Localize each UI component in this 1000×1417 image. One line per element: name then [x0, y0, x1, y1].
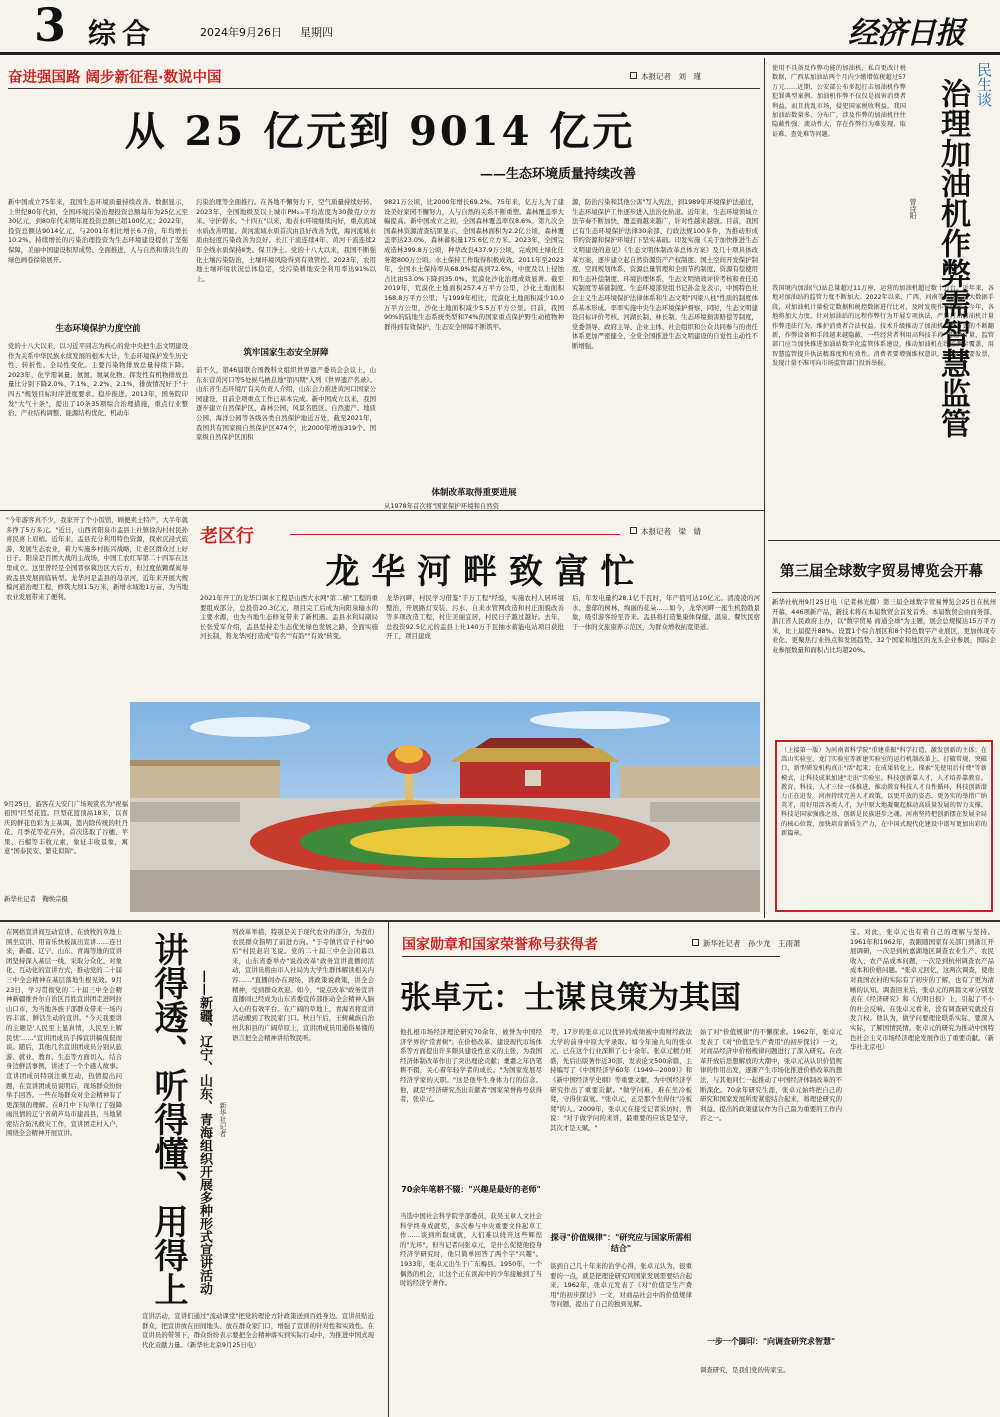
sidebar-expo — [768, 542, 1000, 742]
photo-credit: 新华社记者 鞠焕宗摄 — [4, 895, 68, 903]
commentary-tag: 民生谈 — [975, 62, 993, 107]
commentary-author: 曾诗阳 — [909, 198, 917, 219]
column-divider — [764, 58, 765, 918]
column-tag: 国家勋章和国家荣誉称号获得者 — [402, 937, 598, 953]
section-heading: 体制改革取得重要进展 — [431, 488, 517, 498]
headline: 龙 华 河 畔 致 富 忙 — [325, 552, 635, 592]
headline: 从 25 亿元到 9014 亿元 — [124, 108, 636, 155]
lecture-headline: 讲得透、听得懂、用得上 — [148, 932, 188, 1306]
section-heading: 探寻"价值规律"："研究应与国家所需相结合" — [550, 1233, 692, 1253]
longhua-col-c: 后，年发电量约28.1亿千瓦时，年产值可达10亿元。清凌凌的河水、葱郁的树林、绚丽的花朵……如今，龙华河畔一座生机勃勃景象，吸引游客纷至沓来。盂县将打造集康体保健、温泉、餐饮民宿于一体的文旅康养示范区，为群众增收拓宽渠道。 — [572, 594, 760, 631]
zhang-col-1: 他扎根市场经济理论研究70余年，被誉为中国经济学界的"常青树"；在价格改革、建设现代市场体系等方面提出许多颇具建设性意义的主张，为我国经济体制改革作出了突出理论贡献；耄耋之年仍笔耕不辍，关心着年轻学者的成长。"为国家发展尽经济学家的天职。"这是他毕生身体力行的信念。他，就是"经济研究杰出贡献者"国家荣誉称号获得者，张卓元。 — [400, 1028, 542, 1104]
column-tag: 老区行 — [200, 526, 254, 547]
zhang-col-2b: 谈到自己几十年来的治学心得，张卓元认为，很重要的一点，就是把理论研究同国家发展需要结合起来。1962年，张卓元发表了《对"价值是生产费用"的初步探讨》一文，对商品社会中的价值规律等问题，提出了自己的独到见解。 — [550, 1262, 692, 1309]
zhang-col-3: 始了对"价值规律"的不懈探求。1962年，张卓元发表了《对"价值是生产费用"的初步探讨》一文，对商品经济中价格规律问题进行了深入研究。在改革开放后思想解放的大潮中，张卓元从认识价值规律的作用出发，逐渐产生市场化推进价格改革的想法，与其他同仁一起推动了中国经济体制改革的不断深化。70余年研究生涯，张卓元始终把自己的研究和国家发展所需紧密结合起来，将理论研究的利益、提出的政策建议作为自己最为重要的工作内容之一。 — [700, 1028, 842, 1123]
article-ecology — [0, 58, 760, 508]
expo-body: 新华社杭州9月25日电（记者林光耀）第三届全球数字贸易博览会25日在杭州开幕，446项新产品、新技术将在本届数贸会首发首秀。本届数贸会由商务部、浙江省人民政府主办，以"数字贸易 商通全球"为主题，展会总规模达15万平方米，比上届提升88%。设置1个综合展区和8个特色数字产业展区，更加体现专业化、更聚焦行业热点和发展趋势。32个国家和地区的龙头企业参展，国际企业参展数量和面积占比均超20%。 — [772, 598, 996, 654]
commentary-headline: 治理加油机作弊需智慧监管 — [935, 78, 970, 438]
longhua-col-a: 2021年开工的龙华口调水工程是山西大水网"第二横"工程的重要组成部分，总投资20.3亿元，项目完工后成为向阳泉输水的主要水源，也为当地生态修复带来了新机遇。盂县水利局副局长张爱军介绍，盂县坚持走生态优先绿色发展之路，全面实施河长制，将龙华河打造成"有名""有韵""有效"转变。 — [200, 594, 378, 641]
article-lecture — [0, 922, 380, 1417]
masthead-rule — [0, 52, 1000, 55]
column-tag: 奋进强国路 阔步新征程·数说中国 — [8, 70, 222, 86]
byline: 本报记者 梁 婧 — [630, 526, 701, 537]
section-rule — [0, 510, 764, 511]
section-heading: 一步一个脚印："向调查研究求智慧" — [706, 1337, 836, 1346]
byline: 新华社记者 孙少龙 王雨萧 — [692, 938, 801, 949]
commentary-col-b: 我国境内加油(气)站总量超过11万座，运营的加油机超过数十万台。近年来，各地对加油站的监管力度不断加大。2022年以来，广西、河南等省份运用大数据手段，对加油机计量检定数据和税控数据进行比对，及时发现作弊线索。今年，各地将加大力度，针对加油站的远程作弊行为开展专项执法，严厉打击加油机计量作弊违法行为，维护消费者合法权益。技术升级推动了加油机作弊方式的不断翻新，作弊设备和手段越来越隐蔽，一些经营者利用高科技手段"遥控"计量，监管部门应当加快推进加油站数字化监管体系建设，推动加油机在线监测全覆盖，用智慧监管提升执法精准度和有效性。消费者要增强维权意识，加油后索要发票，发现计量不准可向市场监管部门投诉举报。 — [772, 285, 994, 368]
lecture-subheadline: ——新疆、辽宁、山东、青海组织开展多种形式宣讲活动 — [197, 970, 212, 1295]
sidebar-commentary — [768, 58, 1000, 538]
section-heading: 生态环境保护力度空前 — [55, 324, 141, 334]
section-name: 综合 — [88, 17, 157, 50]
section-heading: 70余年笔耕不辍："兴趣是最好的老师" — [401, 1185, 541, 1194]
caption-text: 9月25日，游客在天安门广场观赏名为"祝福祖国"巨型花篮。巨型花篮顶高18米，以喜庆的鲜花色彩为主基调，篮内除传统的牡丹花、月季花等花卉外，首次选取了谷穗、苹果、石榴等丰收元素，象征丰收景象，寓意"国泰民安、繁花似锦"。 — [4, 800, 128, 856]
tiananmen-photo — [130, 702, 760, 912]
expo-rule — [772, 592, 996, 593]
section-heading: 筑牢国家生态安全屏障 — [243, 348, 329, 358]
masthead — [0, 0, 1000, 52]
tag-rule — [290, 534, 620, 535]
issue-date: 2024年9月26日 — [200, 26, 282, 39]
byline-box-icon — [630, 72, 637, 79]
lecture-col-2: 列改革举措，特别是关于现代农业的部分，为我们农民群众指明了前进方向。"于寺镇官营子村"90后"村民赵岩飞说。党的二十届三中全会闭幕以来，山东省委举办"说改改革"政务宣讲直播间活动，宣讲员将由市人社局为大学生群体解读相关内容……"直播间办在现场，讲政策说政策，讲全会精神，受到群众欢迎。如今，"说点改革"政务宣讲直播间已经成为山东省委宣传部推动全会精神入脑入心的有效平台。在广阔的草地上，青海省将宣讲活动搬到了牧民家门口。秋日午后，王树藏族自治州共和县的广阔草原上，宣讲团成员用通俗易懂的语言把全会精神讲给牧民听。 — [232, 928, 374, 1042]
byline-box-icon — [692, 939, 699, 946]
zhang-col-3b: 调查研究，是我们党的传家宝。 — [700, 1366, 790, 1374]
longhua-left-col: "今年游客真不少，我家开了个小饭馆，顾便卖土特产，大半年就多挣了5万多元。"近日，山西省阳泉市盂县上社镇徐沟村村民孙喜民喜上眉梢。近年来，盂县充分利用特色资源，探索沉浸式旅游，发展生态农业，着力实施乡村振兴战略，让老区群众过上好日子。阳泉是百团大战的主战场，中国工农红军第二十四军在这里成立。这里曾经是全国晋察冀边区大后方，但过度依赖煤炭导致盂县发展面临转型。龙华河是盂县的母亲河，近年来开展大规模河道治理工程，修筑大坝1.5万米，新增水域地1万亩，为当地农业发展带来了便利。 — [6, 516, 188, 601]
section-rule — [768, 540, 1000, 541]
paper-logo: 经济日报 — [848, 16, 964, 51]
body-col-3: 9821万公顷，比2000年增长69.2%。75年来，亿万人为了建设美好家园不懈努力，人与自然的关系不断重塑。森林覆盖率大幅提高。新中国成立之初，全国森林覆盖率仅8.6%。第九次全国森林资源清查结果显示，全国森林面积为2.2亿公顷，森林覆盖率达23.0%，森林蓄积量175.6亿立方米。2023年，全国完成造林399.8万公顷，种草改良437.9万公顷，完成国土绿化任务超800万公顷。水土保持工作取得积极成效。2011年至2023年，全国水土保持率从68.9%提高到72.6%，中度及以上侵蚀占比由53.0%下降到35.0%。荒漠化沙化治理成效显著。截至2019年，荒漠化土地面积257.4万平方公里，沙化土地面积168.8万平方公里；与1999年相比，荒漠化土地面积减少10.0万平方公里，沙化土地面积减少5.5万平方公里。目前，我国90%的陆地生态系统类型和74%的国家重点保护野生动植物种群得到有效保护，生态安全屏障不断筑牢。 — [384, 198, 564, 331]
article-zhangzhuoyuan — [392, 922, 1000, 1417]
commentary-col-a: 使用不具备反作弊功能的加油机，私自更改计税数据，广西某加油站两个月内少缴增值税超过57万元……近期，公安部公布多起打击加油机作弊犯罪典型案例。加油机作弊不仅仅是损害消费者利益，而且扰乱市场，侵犯国家税收利益。我国加油站数量多、分布广，涉及作弊的加油机往往隐蔽性强、流动性大，存在作弊行为难发现、取证难、查处难等问题。 — [772, 65, 906, 138]
issue-weekday: 星期四 — [300, 26, 333, 39]
zhang-col-1b: 当选中国社会科学院学部委员，获吴玉章人文社会科学终身成就奖，多次参与中央重要文件起草工作……谈到所取成就，人们难以绕开这些辉煌的"光环"。但当记者问张卓元，是什么促使他投身经济学研究时，他只简单回答了两个字"兴趣"。1933年，张卓元出生于广东梅县。1950年，一个偶然的机会，让这个正在读高中的少年接触到了当时的经济学著作。 — [400, 1212, 542, 1288]
continuation-text: （上接第一版）为河南省科学院"重建重振"科学打造，激发创新的主体；在嵩山实验室、龙门实验室等新建实验室的运行机制改革上，打破常规，突破口，新型研发机构真正"活"起来；在成果转化上，探索"先使用后付费"等新模式，让科技成果加速"走出"实验室。科技创新靠人才，人才培养靠教育。教育、科技、人才三位一体推进，推动教育科技人才良性循环，科技创新潜力正在迸发。河南持续完善人才政策，以更开放的姿态、更务实的举措广纳英才，用好用活各类人才，为中原大地凝聚起推动高质量发展的智力支撑。科技是国家强盛之基，创新是民族进步之魂。河南坚持把创新摆在发展全局的核心位置，加快培育新质生产力，在中国式现代化建设中谱写更加出彩的新篇章。 — [781, 747, 987, 837]
tag-rule — [8, 88, 760, 89]
subheadline: ——生态环境质量持续改善 — [480, 167, 637, 182]
column-divider — [388, 922, 389, 1417]
body-col-4: 源，防治污染和其他公害"写入宪法，到1989年环境保护法通过，生态环境保护工作逐步进入法治化轨道。近年来，生态环境领域立法节奏不断加快，覆盖面越来越广，针对性越来越强。目前，我国已有生态环境保护法律30余部、行政法规100多件，为推动形成节约资源和保护环境打下坚实基础。印发实施《关于加快推进生态文明建设的意见》《生态文明体制改革总体方案》及几十项具体改革方案，逐步建立起自然资源资产产权制度、国土空间开发保护制度、空间规划体系、资源总量管理和全面节约制度、资源有偿使用和生态补偿制度、环境治理体系、生态文明绩效评价考核和责任追究制度等基础制度。生态环境部党组书记孙金龙表示，中国特色社会主义生态环境保护法律体系和生态文明"四梁八柱"性质的制度体系基本形成。率率实施中央生态环境保护督察，同时，生态文明建设目标评价考核、河湖长制、林长制、生态环境损害赔偿等制度，党委领导、政府主导、企业主体、社会组织和公众共同参与的责任体系更加严密健全，全党全国推进生态文明建设的自觉性主动性不断增强。 — [572, 198, 758, 350]
tag-rule — [402, 956, 780, 957]
longhua-col-b: 龙华河畔，村民学习借鉴"千万工程"经验，实施农村人居环境整治，开展路灯安装、污水、自来水管网改造和村庄面貌改善等多项改造工程，村庄美丽宜居，村民日子越过越好。去年，总投资92.5亿元的盂县上社140万千瓦抽水蓄能电站项目获批开工，项目建成 — [386, 594, 564, 641]
zhang-col-4: 宝。对此，张卓元也有着自己的理解与坚持。1961年和1962年，我跟随国家有关部门到浙江开展调研，一次是到杭嘉湖地区调查农业生产、农民收入、农产品成本问题，一次是到杭州调查农产品成本和价格问题。"张卓元回忆，这两次调查，使他对我国农村的实际有了初步的了解，也有了更为清晰的认知。调查回来后，张卓元的两篇文章分别发表在《经济研究》和《光明日报》上，引起了不小的社会反响。在张卓元看来，没有调查研究就没有发言权。他认为，做学问要理论联系实际，要深入实际，了解国情民情。张卓元的研究为推动中国特色社会主义市场经济理论发展作出了重要贡献。（新华社北京电） — [850, 928, 994, 1052]
body-col-2b: 前不久，第46届联合国教科文组织世界遗产委员会会议上，山东东营黄河口等5处候鸟栖息地"第四期"入列《世界遗产名录》。山东省生态环境厅有关负责人介绍，山东会力推进黄河口国家公园建设，目前全项重点工作已基本完成。新中国成立以来，我国逐步建立自然保护区、森林公园、风景名胜区、自然遗产、地质公园、海洋公园等各级各类自然保护地近万处，截至2021年，我国共有国家级自然保护区474个，比2000年增加319个。国家级自然保护区面积 — [196, 366, 376, 442]
article-longhua — [0, 512, 764, 697]
body-col-1b: 党的十八大以来，以习近平同志为核心的党中央把生态文明建设作为关系中华民族永续发展的根本大计，生态环境保护发生历史性、转折性、全局性变化。主要污染物排放总量持续下降。2023年，化学需氧量、氨氮、氮氧化物、挥发性有机物排放总量比分别下降2.0%、7.1%、2.2%、2.1%，排放情况好于"十四五"规划目标时序进度要求。稳步推进。2013年，国务院印发"大气十条"，提出了10条35项综合治理措施，重点行业整治、产业结构调整、能源结构优化、机动车 — [8, 342, 188, 418]
byline-box-icon — [630, 527, 637, 534]
photo-illustration — [130, 702, 760, 912]
zhang-col-2: 考，17岁的张卓元以优异的成绩被中南财经政法大学的前身中原大学录取。如今年逾九旬的张卓元，已在这个行业深耕了七十余年。张卓元精力旺盛，先后出版著作近30部、发表论文500余篇，主持编写了《中国经济学60年（1949—2009）》和《新中国经济学史纲》等重要文献，为中国经济学研究作出了重要贡献。"做学问难，难在坐冷板凳，守得住寂寞。"张卓元，正是那个坐得住"冷板凳"的人。2009年，张卓元在接受记者采访时，曾说："对于做学问的来讲，最重要的应该是坚守，其次才是天赋。" — [550, 1028, 692, 1132]
body-col-2: 污染治理等全面推行。在各地不懈努力下，空气质量持续好转。2023年，全国地级及以上城市PM₂.₅平均浓度为30微克/立方米。守护碧水。"十四五"以来，地表水环境继续向好，重点流域水质改善明显。黄河流域水质首次由良好改善为优，海河流域水质由轻度污染改善为良好。长江干流连续4年、黄河干流连续2年全线水质保持Ⅱ类。保卫净土。党的十八大以来，我国不断强化土壤污染防治，土壤环境风险得到有效管控。2023年，农用地土壤环境状况总体稳定，受污染耕地安全利用率达91%以上。 — [196, 198, 376, 283]
lecture-col-1: 在网格宣讲间互动宣讲、在放牧的草地上围坐宣讲、用音乐快板演出宣讲……连日来，新疆、辽宁、山东、青海等地的宣讲团坚持深入基层一线，采取分众化、对象化、互动化的宣讲方式，推动党的二十届三中全会精神在基层落地生根见效。9月23日，学习贯彻党的二十届三中全会精神新疆维吾尔自治区百姓宣讲团走进阿拉山口市，为当地各族干部群众带来一场内容丰富、鲜活生动的宣讲。"今天我要讲的主题是'人民至上显真情，人民至上解民忧'……"宣讲团成员手捧宣讲稿侃侃而谈。随后，其他几名宣讲团成员分别从旅游、就业、教育、生态等方面切入，结合身边鲜活事例，讲述了一个个感人故事。宣讲团成员特别注重互动，热情提出问题，在宣讲团成员说明后，现场群众纷纷举手回答。一些在场群众对全会精神有了更深刻的理解。在8月中下旬举行了强降雨汛情的辽宁省葫芦岛市建昌县，当地紧密结合防汛救灾工作，宣讲团走村入户，围绕全会精神开展宣讲。 — [6, 928, 122, 1138]
headline: 张卓元：士谋良策为其国 — [400, 980, 741, 1016]
body-col-1: 新中国成立75年来，我国生态环境质量持续改善。数据显示，上世纪80年代初，全国环境污染治理投资总额每年为25亿元至30亿元，到80年代末期年度投资总额已超100亿元；2022年，投资总额达9014亿元，与2001年相比增长6.7倍，年均增长10.2%。持续增长的污染治理投资为生态环境建设提供了坚强保障，美丽中国建设积厚成势、全面推进，人与自然和谐共生的绿色画卷徐徐展开。 — [8, 198, 188, 264]
page-number: 3 — [34, 0, 67, 52]
lecture-col-3: 宣讲活动，宣讲们通过"流动课堂"把党的理论方针政策送到百姓身边。宣讲员贴近群众，把宣讲放在田间地头、放在群众家门口，增强了宣讲的针对性和实效性。在宣讲员的带领下，群众纷纷表示要把全会精神落实到实际行动中，为推进中国式现代化贡献力量。（新华社北京9月25日电） — [142, 1312, 374, 1349]
expo-headline: 第三届全球数字贸易博览会开幕 — [780, 563, 983, 580]
lecture-byline: 新华社记者 — [219, 1102, 227, 1137]
continuation-box — [775, 740, 993, 912]
photo-caption — [4, 800, 128, 918]
body-col-3b: 从1978年首次将"国家保护环境和自然资 — [384, 502, 500, 510]
byline: 本报记者 刘 瑾 — [630, 71, 701, 82]
